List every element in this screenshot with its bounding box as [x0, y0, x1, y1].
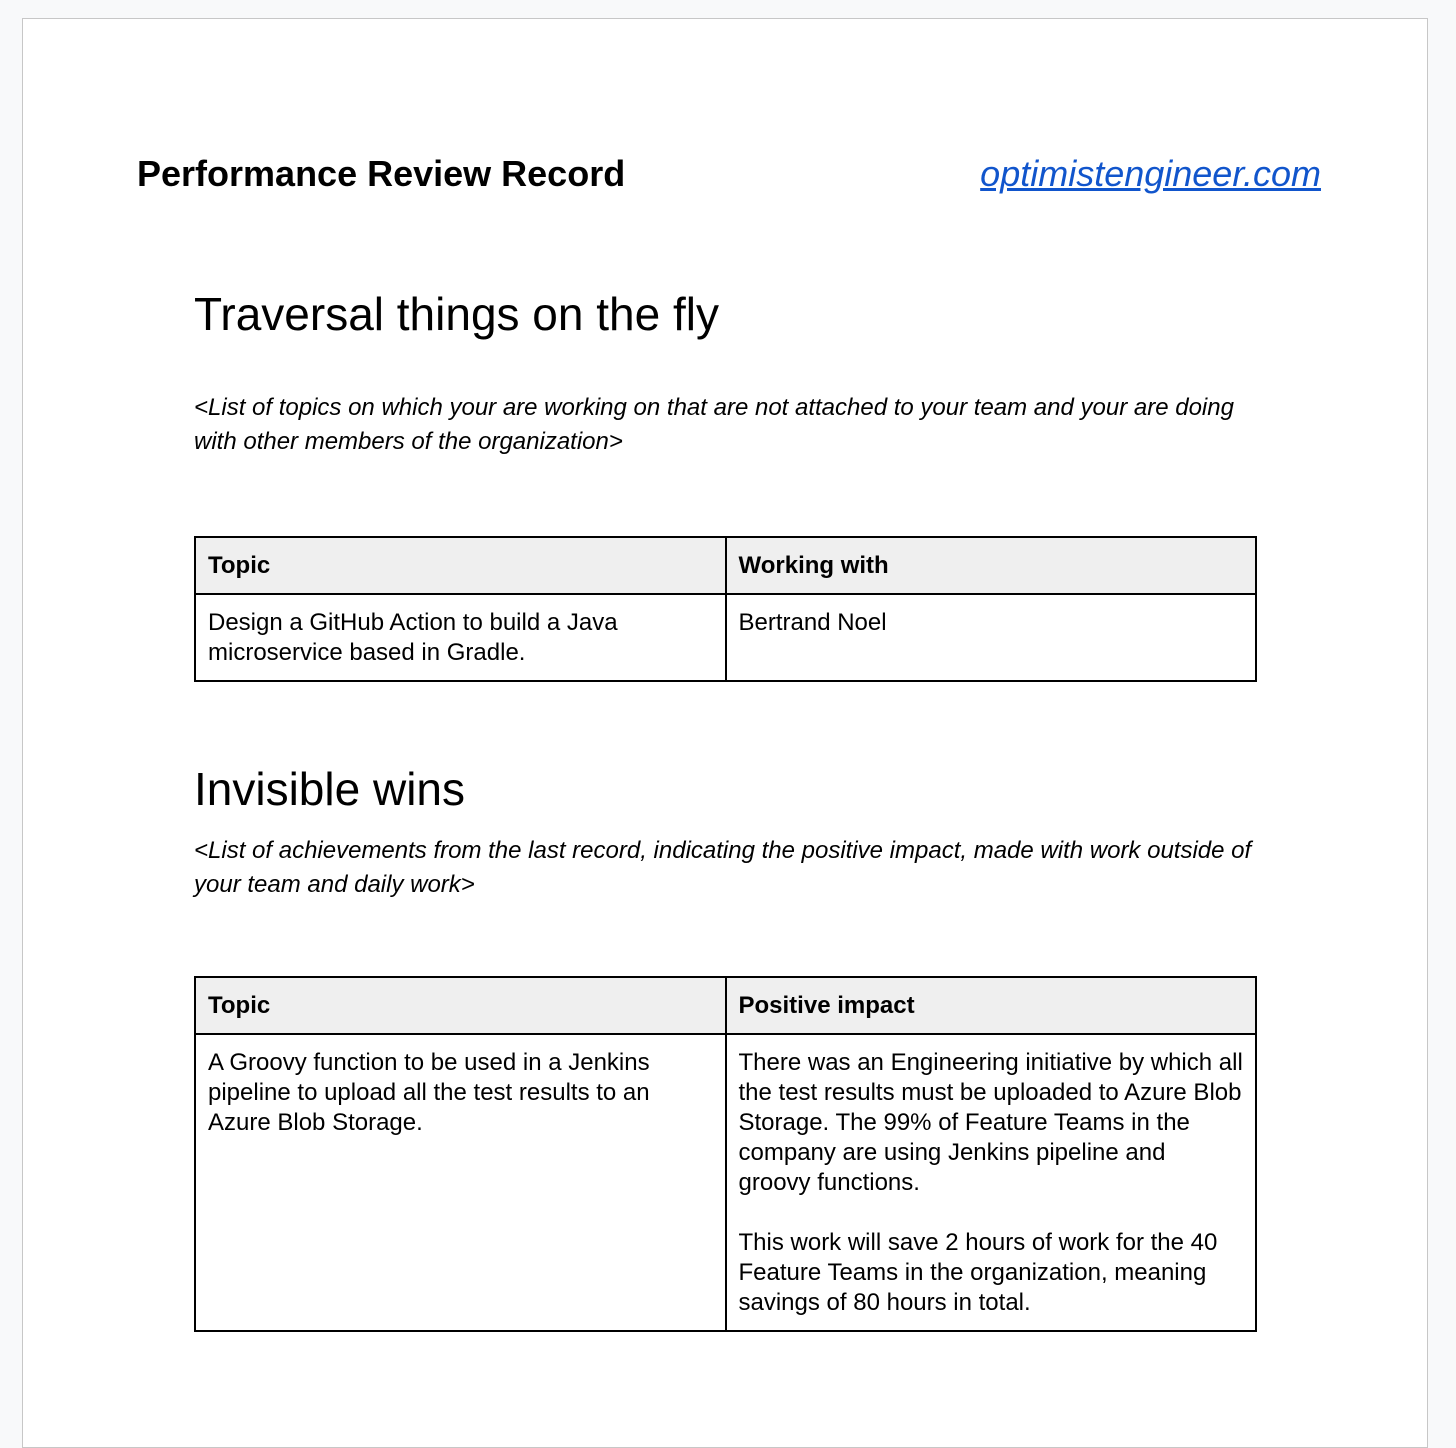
- impact-paragraph: This work will save 2 hours of work for the 40 Feature Teams in the organization, meaning savings of 80 hours in total.: [738, 1229, 1218, 1316]
- table-header-row: [195, 977, 1256, 1034]
- topic-cell: Design a GitHub Action to build a Java microservice based in Gradle.: [195, 594, 726, 681]
- table-row: [195, 1034, 1256, 1331]
- section-heading: Invisible wins: [194, 763, 465, 815]
- section-heading: Traversal things on the fly: [194, 288, 719, 340]
- topic-cell: A Groovy function to be used in a Jenkins pipeline to upload all the test results to an Azure Blob Storage.: [195, 1034, 726, 1331]
- traversal-topics-table: [194, 536, 1257, 682]
- column-header-topic: Topic: [195, 977, 726, 1034]
- section-description: <List of topics on which your are working on that are not attached to your team and your are doing with other members of the organization>: [194, 394, 1234, 455]
- document-page: [22, 18, 1428, 1448]
- table-header-row: [195, 537, 1256, 594]
- section-description: <List of achievements from the last record, indicating the positive impact, made with work outside of your team and daily work>: [194, 837, 1252, 898]
- invisible-wins-table: [194, 976, 1257, 1332]
- table-row: [195, 594, 1256, 681]
- column-header-topic: Topic: [195, 537, 726, 594]
- positive-impact-cell: [726, 1034, 1257, 1331]
- column-header-positive-impact: Positive impact: [726, 977, 1257, 1034]
- section-traversal-things: [194, 287, 1257, 459]
- website-link[interactable]: optimistengineer.com: [980, 153, 1321, 194]
- column-header-working-with: Working with: [726, 537, 1257, 594]
- section-invisible-wins: [194, 762, 1257, 902]
- working-with-cell: Bertrand Noel: [726, 594, 1257, 681]
- document-title: Performance Review Record: [137, 153, 626, 194]
- impact-paragraph: There was an Engineering initiative by which all the test results must be uploaded to Azure Blob Storage. The 99% of Feature Teams in the company are using Jenkins pipeline and groovy functions.: [738, 1049, 1243, 1196]
